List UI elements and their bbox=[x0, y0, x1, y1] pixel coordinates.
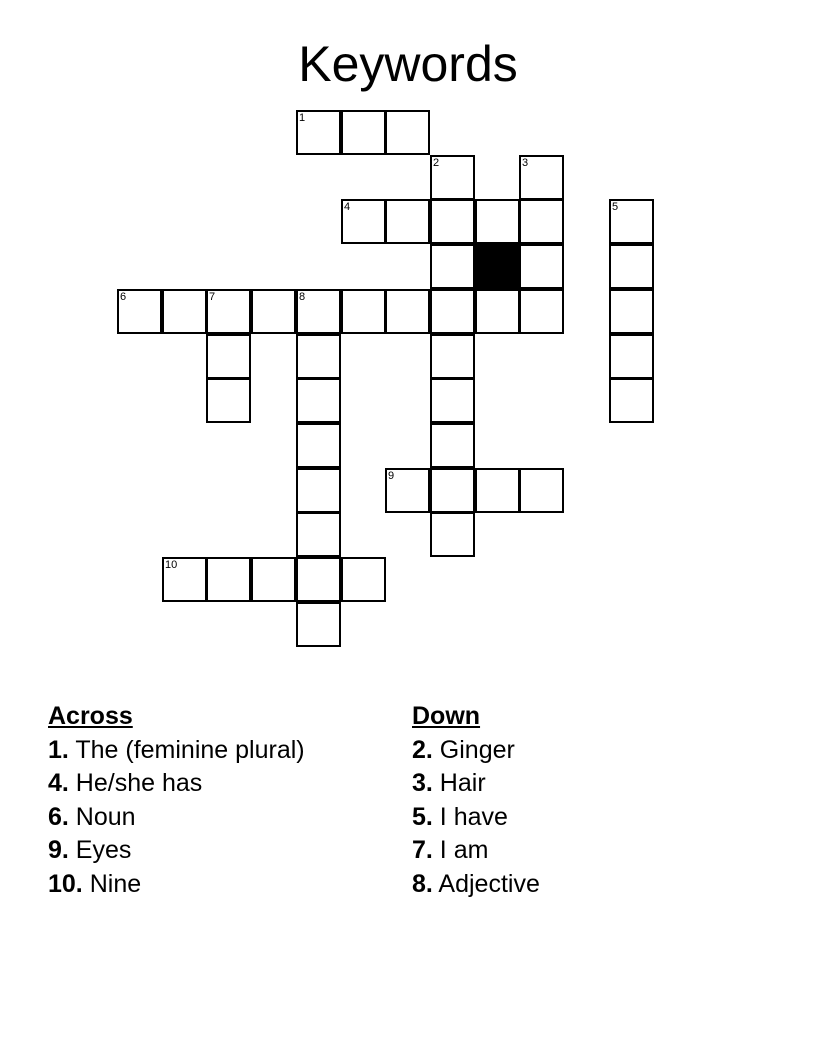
grid-cell[interactable] bbox=[296, 423, 341, 468]
grid-cell[interactable] bbox=[475, 468, 520, 513]
across-clue bbox=[48, 734, 305, 768]
grid-cell[interactable] bbox=[117, 289, 162, 334]
clue-number-label: 9. bbox=[48, 836, 69, 864]
grid-cell[interactable] bbox=[385, 289, 430, 334]
grid-cell[interactable] bbox=[609, 244, 654, 289]
clue-text: He/she has bbox=[68, 769, 203, 797]
grid-cell[interactable] bbox=[519, 199, 564, 244]
down-clues bbox=[412, 700, 540, 901]
clue-number: 9 bbox=[388, 470, 395, 482]
down-clue bbox=[412, 734, 540, 768]
clue-number: 5 bbox=[612, 201, 619, 213]
grid-cell[interactable] bbox=[251, 557, 296, 602]
clue-text: Nine bbox=[82, 869, 142, 898]
clue-number-label: 10. bbox=[48, 869, 83, 898]
down-clue bbox=[412, 834, 540, 868]
grid-cell[interactable] bbox=[430, 244, 475, 289]
clue-text: Noun bbox=[68, 802, 136, 831]
grid-cell[interactable] bbox=[206, 289, 251, 334]
across-heading: Across bbox=[48, 702, 133, 730]
across-clue-list bbox=[48, 734, 305, 902]
clue-number: 4 bbox=[344, 201, 351, 213]
grid-cell[interactable] bbox=[609, 289, 654, 334]
clue-number: 1 bbox=[299, 112, 306, 124]
grid-cell[interactable] bbox=[341, 199, 386, 244]
grid-cell[interactable] bbox=[296, 110, 341, 155]
across-clue bbox=[48, 834, 305, 868]
down-clue-list bbox=[412, 734, 540, 902]
grid-cell[interactable] bbox=[251, 289, 296, 334]
clue-number-label: 2. bbox=[412, 735, 433, 764]
clue-text: Adjective bbox=[432, 869, 540, 898]
grid-cell[interactable] bbox=[430, 155, 475, 200]
clue-number-label: 6. bbox=[48, 802, 69, 831]
grid-cell[interactable] bbox=[385, 468, 430, 513]
grid-cell[interactable] bbox=[519, 468, 564, 513]
grid-cell[interactable] bbox=[475, 199, 520, 244]
clue-number-label: 8. bbox=[412, 869, 433, 898]
grid-cell[interactable] bbox=[430, 423, 475, 468]
grid-cell[interactable] bbox=[206, 378, 251, 423]
clue-number-label: 1. bbox=[48, 735, 69, 764]
clue-text: I have bbox=[432, 802, 508, 831]
grid-cell[interactable] bbox=[296, 512, 341, 557]
grid-cell[interactable] bbox=[296, 468, 341, 513]
grid-cell[interactable] bbox=[206, 557, 251, 602]
clue-text: I am bbox=[432, 836, 489, 864]
clue-text: Hair bbox=[432, 769, 486, 797]
grid-cell[interactable] bbox=[519, 155, 564, 200]
grid-cell[interactable] bbox=[519, 244, 564, 289]
grid-cell[interactable] bbox=[609, 378, 654, 423]
down-clue bbox=[412, 868, 540, 902]
grid-cell[interactable] bbox=[430, 199, 475, 244]
grid-cell[interactable] bbox=[609, 199, 654, 244]
grid-cell[interactable] bbox=[475, 289, 520, 334]
puzzle-title: Keywords bbox=[298, 36, 518, 92]
across-clues bbox=[48, 700, 305, 901]
grid-cell[interactable] bbox=[206, 334, 251, 379]
grid-cell[interactable] bbox=[609, 334, 654, 379]
grid-cell[interactable] bbox=[519, 289, 564, 334]
clue-number: 10 bbox=[165, 559, 178, 571]
clue-number-label: 3. bbox=[412, 769, 433, 797]
grid-cell[interactable] bbox=[296, 602, 341, 647]
clue-text: The (feminine plural) bbox=[68, 735, 305, 764]
grid-cell[interactable] bbox=[385, 110, 430, 155]
grid-cell[interactable] bbox=[430, 468, 475, 513]
down-heading: Down bbox=[412, 702, 481, 730]
clue-number: 2 bbox=[433, 157, 440, 169]
grid-cell[interactable] bbox=[385, 199, 430, 244]
clue-number-label: 5. bbox=[412, 802, 433, 831]
black-square bbox=[475, 244, 520, 289]
grid-cell[interactable] bbox=[296, 378, 341, 423]
down-clue bbox=[412, 801, 540, 835]
grid-cell[interactable] bbox=[430, 512, 475, 557]
grid-cell[interactable] bbox=[341, 110, 386, 155]
across-clue bbox=[48, 868, 305, 902]
grid-cell[interactable] bbox=[162, 289, 207, 334]
clue-text: Ginger bbox=[432, 735, 515, 764]
grid-cell[interactable] bbox=[430, 289, 475, 334]
grid-cell[interactable] bbox=[430, 378, 475, 423]
clue-number: 6 bbox=[120, 291, 127, 303]
grid-cell[interactable] bbox=[341, 289, 386, 334]
clue-number: 3 bbox=[522, 157, 529, 169]
clue-number-label: 4. bbox=[48, 769, 69, 797]
grid-cell[interactable] bbox=[296, 557, 341, 602]
grid-cell[interactable] bbox=[296, 334, 341, 379]
across-clue bbox=[48, 801, 305, 835]
clue-number-label: 7. bbox=[412, 836, 433, 864]
down-clue bbox=[412, 767, 540, 801]
clue-number: 7 bbox=[209, 291, 216, 303]
grid-cell[interactable] bbox=[430, 334, 475, 379]
grid-cell[interactable] bbox=[296, 289, 341, 334]
grid-cell[interactable] bbox=[162, 557, 207, 602]
clue-text: Eyes bbox=[68, 836, 132, 864]
grid-cell[interactable] bbox=[341, 557, 386, 602]
across-clue bbox=[48, 767, 305, 801]
clue-number: 8 bbox=[299, 291, 306, 303]
